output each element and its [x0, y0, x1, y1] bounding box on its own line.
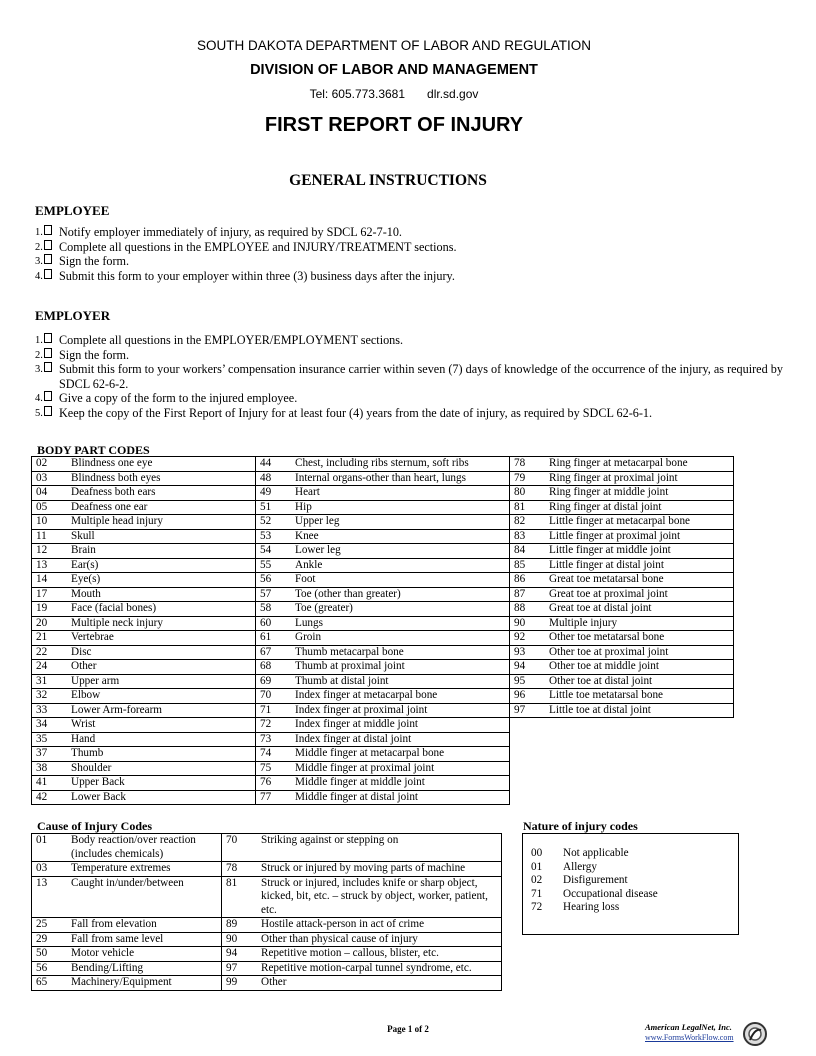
cause-code: 13: [32, 876, 68, 918]
cause-description: Machinery/Equipment: [67, 976, 222, 991]
instruction-number: 3.: [35, 254, 52, 270]
body-part-name: [545, 732, 734, 747]
table-row: [32, 616, 734, 631]
table-row: [32, 732, 734, 747]
brand-logo[interactable]: [642, 1020, 768, 1048]
cause-description: Motor vehicle: [67, 947, 222, 962]
body-part-code: 33: [32, 703, 68, 718]
table-row: [32, 947, 502, 962]
body-part-code: 60: [256, 616, 292, 631]
nature-code: 02: [531, 874, 543, 886]
body-part-name: Little toe metatarsal bone: [545, 689, 734, 704]
body-part-code: 86: [510, 573, 546, 588]
body-part-name: Great toe at distal joint: [545, 602, 734, 617]
body-part-name: Other toe at distal joint: [545, 674, 734, 689]
cause-description: Striking against or stepping on: [257, 834, 502, 862]
body-part-code: 97: [510, 703, 546, 718]
instruction-item: [35, 406, 795, 421]
instruction-text: Give a copy of the form to the injured employee.: [59, 391, 298, 406]
body-part-code: [510, 776, 546, 791]
instruction-number: 3.: [35, 362, 52, 378]
body-part-name: Mouth: [67, 587, 256, 602]
table-row: [32, 876, 502, 918]
instruction-text: Complete all questions in the EMPLOYER/EMPLOYMENT sections.: [59, 333, 404, 347]
body-part-code: [510, 790, 546, 805]
body-part-code: 11: [32, 529, 68, 544]
cause-code: 03: [32, 862, 68, 877]
body-part-code: 57: [256, 587, 292, 602]
checkbox-icon: [44, 391, 52, 401]
checkbox-icon: [44, 406, 52, 416]
checkbox-icon: [44, 362, 52, 372]
body-part-name: Hand: [67, 732, 256, 747]
body-part-name: Multiple neck injury: [67, 616, 256, 631]
globe-icon: [742, 1020, 768, 1048]
instruction-item: [35, 348, 795, 363]
body-part-name: Other toe at middle joint: [545, 660, 734, 675]
cause-code: 78: [222, 862, 258, 877]
table-row: [32, 602, 734, 617]
nature-description: Occupational disease: [563, 887, 658, 900]
nature-description: Allergy: [563, 860, 597, 873]
body-part-code: 42: [32, 790, 68, 805]
checkbox-icon: [44, 269, 52, 279]
body-part-code: 85: [510, 558, 546, 573]
table-row: [32, 790, 734, 805]
nature-codes-title: Nature of injury codes: [523, 819, 638, 833]
body-part-name: Face (facial bones): [67, 602, 256, 617]
cause-code: 81: [222, 876, 258, 918]
body-part-code: 92: [510, 631, 546, 646]
body-part-name: Eye(s): [67, 573, 256, 588]
body-part-code: 95: [510, 674, 546, 689]
table-row: [32, 471, 734, 486]
contact-line: [0, 87, 788, 101]
brand-name: American LegalNet, Inc.: [645, 1022, 732, 1032]
table-row: [32, 660, 734, 675]
body-part-code: 75: [256, 761, 292, 776]
body-part-code: 83: [510, 529, 546, 544]
body-part-code: 51: [256, 500, 292, 515]
body-part-code: 52: [256, 515, 292, 530]
checkbox-icon: [44, 225, 52, 235]
table-row: [32, 587, 734, 602]
body-part-name: Disc: [67, 645, 256, 660]
form-title: FIRST REPORT OF INJURY: [264, 114, 524, 136]
cause-code: 90: [222, 932, 258, 947]
instruction-item: [35, 362, 795, 391]
table-row: [32, 703, 734, 718]
body-part-name: [545, 790, 734, 805]
cause-code: 56: [32, 961, 68, 976]
body-part-code: 88: [510, 602, 546, 617]
cause-description: Temperature extremes: [67, 862, 222, 877]
cause-code: 01: [32, 834, 68, 862]
table-row: [32, 529, 734, 544]
table-row: [32, 976, 502, 991]
body-part-code: 41: [32, 776, 68, 791]
instruction-number: 5.: [35, 406, 52, 422]
body-part-code: 78: [510, 457, 546, 472]
nature-codes-box: [522, 833, 739, 935]
body-part-name: Other toe at proximal joint: [545, 645, 734, 660]
body-part-name: Thumb metacarpal bone: [291, 645, 510, 660]
body-part-code: 67: [256, 645, 292, 660]
cause-description: Caught in/under/between: [67, 876, 222, 918]
body-part-code: 82: [510, 515, 546, 530]
employee-heading: EMPLOYEE: [35, 203, 110, 218]
general-instructions-heading: GENERAL INSTRUCTIONS: [289, 172, 487, 189]
body-part-code: 14: [32, 573, 68, 588]
body-part-name: Ring finger at proximal joint: [545, 471, 734, 486]
nature-code: 01: [531, 860, 543, 873]
body-part-name: [545, 747, 734, 762]
body-part-name: Middle finger at proximal joint: [291, 761, 510, 776]
body-part-name: [545, 776, 734, 791]
table-row: [32, 515, 734, 530]
body-part-name: Groin: [291, 631, 510, 646]
table-row: [32, 718, 734, 733]
body-part-code: 10: [32, 515, 68, 530]
body-part-name: Toe (greater): [291, 602, 510, 617]
body-part-name: Upper Back: [67, 776, 256, 791]
instruction-item: [35, 391, 795, 406]
nature-code: 72: [531, 901, 543, 913]
body-part-code: 90: [510, 616, 546, 631]
body-part-name: Index finger at metacarpal bone: [291, 689, 510, 704]
table-row: [32, 544, 734, 559]
body-part-name: Thumb at distal joint: [291, 674, 510, 689]
body-part-name: Ring finger at middle joint: [545, 486, 734, 501]
website: dlr.sd.gov: [427, 87, 479, 101]
nature-codes-table: [527, 847, 662, 915]
body-part-code: 32: [32, 689, 68, 704]
body-part-name: Multiple head injury: [67, 515, 256, 530]
instruction-number: 1.: [35, 225, 52, 241]
body-part-code: 61: [256, 631, 292, 646]
table-row: [32, 918, 502, 933]
table-row: [32, 631, 734, 646]
cause-description: Struck or injured, includes knife or sharp object, kicked, bit, etc. – struck by object, worker, patient, etc.: [257, 876, 502, 918]
instruction-item: [35, 269, 795, 284]
cause-description: Other than physical cause of injury: [257, 932, 502, 947]
body-part-code: [510, 747, 546, 762]
nature-description: Not applicable: [563, 847, 629, 859]
body-part-name: Knee: [291, 529, 510, 544]
instruction-text: Complete all questions in the EMPLOYEE and INJURY/TREATMENT sections.: [59, 239, 457, 254]
table-row: [32, 457, 734, 472]
body-part-name: Thumb: [67, 747, 256, 762]
cause-description: Fall from same level: [67, 932, 222, 947]
table-row: [32, 689, 734, 704]
cause-description: Hostile attack-person in act of crime: [257, 918, 502, 933]
table-row: [32, 573, 734, 588]
body-part-code: 20: [32, 616, 68, 631]
body-part-name: Upper arm: [67, 674, 256, 689]
body-part-name: Great toe metatarsal bone: [545, 573, 734, 588]
body-part-name: Elbow: [67, 689, 256, 704]
instruction-number: 2.: [35, 240, 52, 256]
body-part-name: Lower Arm-forearm: [67, 703, 256, 718]
body-part-code: 37: [32, 747, 68, 762]
table-row: [32, 776, 734, 791]
body-part-code: 71: [256, 703, 292, 718]
body-part-code: 48: [256, 471, 292, 486]
table-row: [32, 932, 502, 947]
table-row: [32, 674, 734, 689]
body-part-code: 17: [32, 587, 68, 602]
body-part-name: Heart: [291, 486, 510, 501]
body-part-code: 55: [256, 558, 292, 573]
body-part-code: 53: [256, 529, 292, 544]
body-part-name: Ankle: [291, 558, 510, 573]
cause-code: 50: [32, 947, 68, 962]
body-part-code: [510, 732, 546, 747]
body-part-codes-table: [31, 456, 734, 805]
instruction-item: [35, 333, 795, 348]
telephone: Tel: 605.773.3681: [309, 87, 406, 101]
nature-code: 71: [531, 887, 543, 900]
body-part-name: Shoulder: [67, 761, 256, 776]
body-part-code: 04: [32, 486, 68, 501]
body-part-name: [545, 718, 734, 733]
body-part-code: 21: [32, 631, 68, 646]
cause-description: Repetitive motion – callous, blister, etc.: [257, 947, 502, 962]
body-part-name: Upper leg: [291, 515, 510, 530]
body-part-code: 81: [510, 500, 546, 515]
cause-codes-title: Cause of Injury Codes: [37, 819, 153, 833]
cause-code: 99: [222, 976, 258, 991]
body-part-code: 77: [256, 790, 292, 805]
instruction-text: Submit this form to your employer within three (3) business days after the injury.: [59, 268, 455, 283]
instruction-number: 4.: [35, 391, 52, 407]
body-part-name: Great toe at proximal joint: [545, 587, 734, 602]
body-part-name: Deafness one ear: [67, 500, 256, 515]
cause-description: Other: [257, 976, 502, 991]
body-part-name: Little finger at metacarpal bone: [545, 515, 734, 530]
body-part-name: Lower leg: [291, 544, 510, 559]
body-part-name: Thumb at proximal joint: [291, 660, 510, 675]
body-part-name: Ring finger at distal joint: [545, 500, 734, 515]
body-part-name: Index finger at middle joint: [291, 718, 510, 733]
body-part-code: 38: [32, 761, 68, 776]
employer-heading: EMPLOYER: [35, 308, 111, 323]
body-part-name: Ear(s): [67, 558, 256, 573]
cause-code: 29: [32, 932, 68, 947]
checkbox-icon: [44, 333, 52, 343]
body-part-name: Blindness one eye: [67, 457, 256, 472]
body-part-code: 58: [256, 602, 292, 617]
body-part-name: Middle finger at middle joint: [291, 776, 510, 791]
body-part-name: Skull: [67, 529, 256, 544]
division-name: DIVISION OF LABOR AND MANAGEMENT: [250, 62, 538, 78]
instruction-text: Keep the copy of the First Report of Injury for at least four (4) years from the date of injury, as required by SDCL 62-6-1.: [59, 405, 653, 420]
body-part-code: [510, 718, 546, 733]
employee-instructions: [35, 225, 795, 283]
cause-description: Repetitive motion-carpal tunnel syndrome, etc.: [257, 961, 502, 976]
table-row: [32, 486, 734, 501]
body-part-code: 35: [32, 732, 68, 747]
body-part-code: 12: [32, 544, 68, 559]
nature-code: 00: [531, 847, 543, 859]
table-row: [527, 847, 662, 861]
cause-code: 65: [32, 976, 68, 991]
instruction-item: [35, 225, 795, 240]
table-row: [32, 961, 502, 976]
department-name: SOUTH DAKOTA DEPARTMENT OF LABOR AND REGULATION: [196, 38, 592, 53]
table-row: [32, 747, 734, 762]
body-part-code: 79: [510, 471, 546, 486]
body-part-name: Toe (other than greater): [291, 587, 510, 602]
body-part-code: 56: [256, 573, 292, 588]
body-part-name: Hip: [291, 500, 510, 515]
instruction-item: [35, 254, 795, 269]
cause-description: Struck or injured by moving parts of machine: [257, 862, 502, 877]
body-part-name: Other: [67, 660, 256, 675]
cause-description: Bending/Lifting: [67, 961, 222, 976]
table-row: [32, 645, 734, 660]
cause-code: 94: [222, 947, 258, 962]
table-row: [32, 761, 734, 776]
body-part-name: Ring finger at metacarpal bone: [545, 457, 734, 472]
cause-code: 70: [222, 834, 258, 862]
body-part-name: Vertebrae: [67, 631, 256, 646]
body-part-name: Little toe at distal joint: [545, 703, 734, 718]
nature-description: Disfigurement: [563, 874, 628, 886]
body-part-code: 22: [32, 645, 68, 660]
body-part-name: Lungs: [291, 616, 510, 631]
body-part-code: 34: [32, 718, 68, 733]
table-row: [527, 888, 662, 902]
table-row: [32, 500, 734, 515]
employer-instructions: [35, 333, 795, 421]
body-part-code: 54: [256, 544, 292, 559]
body-part-name: Middle finger at metacarpal bone: [291, 747, 510, 762]
body-part-name: Little finger at distal joint: [545, 558, 734, 573]
body-part-code: 93: [510, 645, 546, 660]
body-part-code: 02: [32, 457, 68, 472]
body-part-code: 03: [32, 471, 68, 486]
brand-url[interactable]: www.FormsWorkFlow.com: [645, 1033, 734, 1042]
table-row: [527, 874, 662, 888]
checkbox-icon: [44, 254, 52, 264]
body-part-name: Wrist: [67, 718, 256, 733]
checkbox-icon: [44, 240, 52, 250]
body-part-name: Internal organs-other than heart, lungs: [291, 471, 510, 486]
body-part-code: 73: [256, 732, 292, 747]
instruction-text: Sign the form.: [59, 254, 130, 269]
body-part-code: [510, 761, 546, 776]
table-row: [32, 558, 734, 573]
body-part-code: 49: [256, 486, 292, 501]
body-part-code: 69: [256, 674, 292, 689]
body-part-name: Chest, including ribs sternum, soft ribs: [291, 457, 510, 472]
table-row: [527, 861, 662, 875]
instruction-number: 2.: [35, 348, 52, 364]
body-part-name: Multiple injury: [545, 616, 734, 631]
body-part-code: 13: [32, 558, 68, 573]
cause-codes-table: [31, 833, 502, 991]
body-part-name: [545, 761, 734, 776]
body-part-code: 19: [32, 602, 68, 617]
body-part-name: Blindness both eyes: [67, 471, 256, 486]
instruction-text: Submit this form to your workers’ compensation insurance carrier within seven (7) days of knowledge of the occurrence of the injury, as required by SDCL 62-6-2.: [59, 362, 783, 391]
instruction-number: 1.: [35, 333, 52, 349]
body-part-name: Deafness both ears: [67, 486, 256, 501]
instruction-text: Sign the form.: [59, 347, 130, 362]
body-part-name: Other toe metatarsal bone: [545, 631, 734, 646]
table-row: [527, 901, 662, 915]
page-number: Page 1 of 2: [387, 1024, 429, 1034]
body-part-code: 76: [256, 776, 292, 791]
table-row: [32, 862, 502, 877]
body-part-name: Index finger at proximal joint: [291, 703, 510, 718]
body-part-name: Lower Back: [67, 790, 256, 805]
body-part-code: 24: [32, 660, 68, 675]
body-part-code: 87: [510, 587, 546, 602]
cause-description: Fall from elevation: [67, 918, 222, 933]
cause-code: 97: [222, 961, 258, 976]
body-part-code: 94: [510, 660, 546, 675]
body-part-code: 72: [256, 718, 292, 733]
body-part-name: Little finger at proximal joint: [545, 529, 734, 544]
body-part-code: 80: [510, 486, 546, 501]
instruction-text: Notify employer immediately of injury, as required by SDCL 62-7-10.: [59, 225, 402, 239]
body-part-code: 96: [510, 689, 546, 704]
instruction-number: 4.: [35, 269, 52, 285]
body-part-code: 44: [256, 457, 292, 472]
cause-code: 89: [222, 918, 258, 933]
body-part-code: 74: [256, 747, 292, 762]
nature-description: Hearing loss: [563, 901, 620, 913]
cause-code: 25: [32, 918, 68, 933]
cause-description: Body reaction/over reaction (includes chemicals): [67, 834, 222, 862]
body-part-name: Index finger at distal joint: [291, 732, 510, 747]
body-part-name: Brain: [67, 544, 256, 559]
body-part-codes-title: BODY PART CODES: [37, 443, 150, 457]
checkbox-icon: [44, 348, 52, 358]
body-part-code: 05: [32, 500, 68, 515]
body-part-code: 68: [256, 660, 292, 675]
body-part-code: 70: [256, 689, 292, 704]
body-part-name: Foot: [291, 573, 510, 588]
body-part-name: Little finger at middle joint: [545, 544, 734, 559]
body-part-name: Middle finger at distal joint: [291, 790, 510, 805]
body-part-code: 84: [510, 544, 546, 559]
body-part-code: 31: [32, 674, 68, 689]
table-row: [32, 834, 502, 862]
instruction-item: [35, 240, 795, 255]
